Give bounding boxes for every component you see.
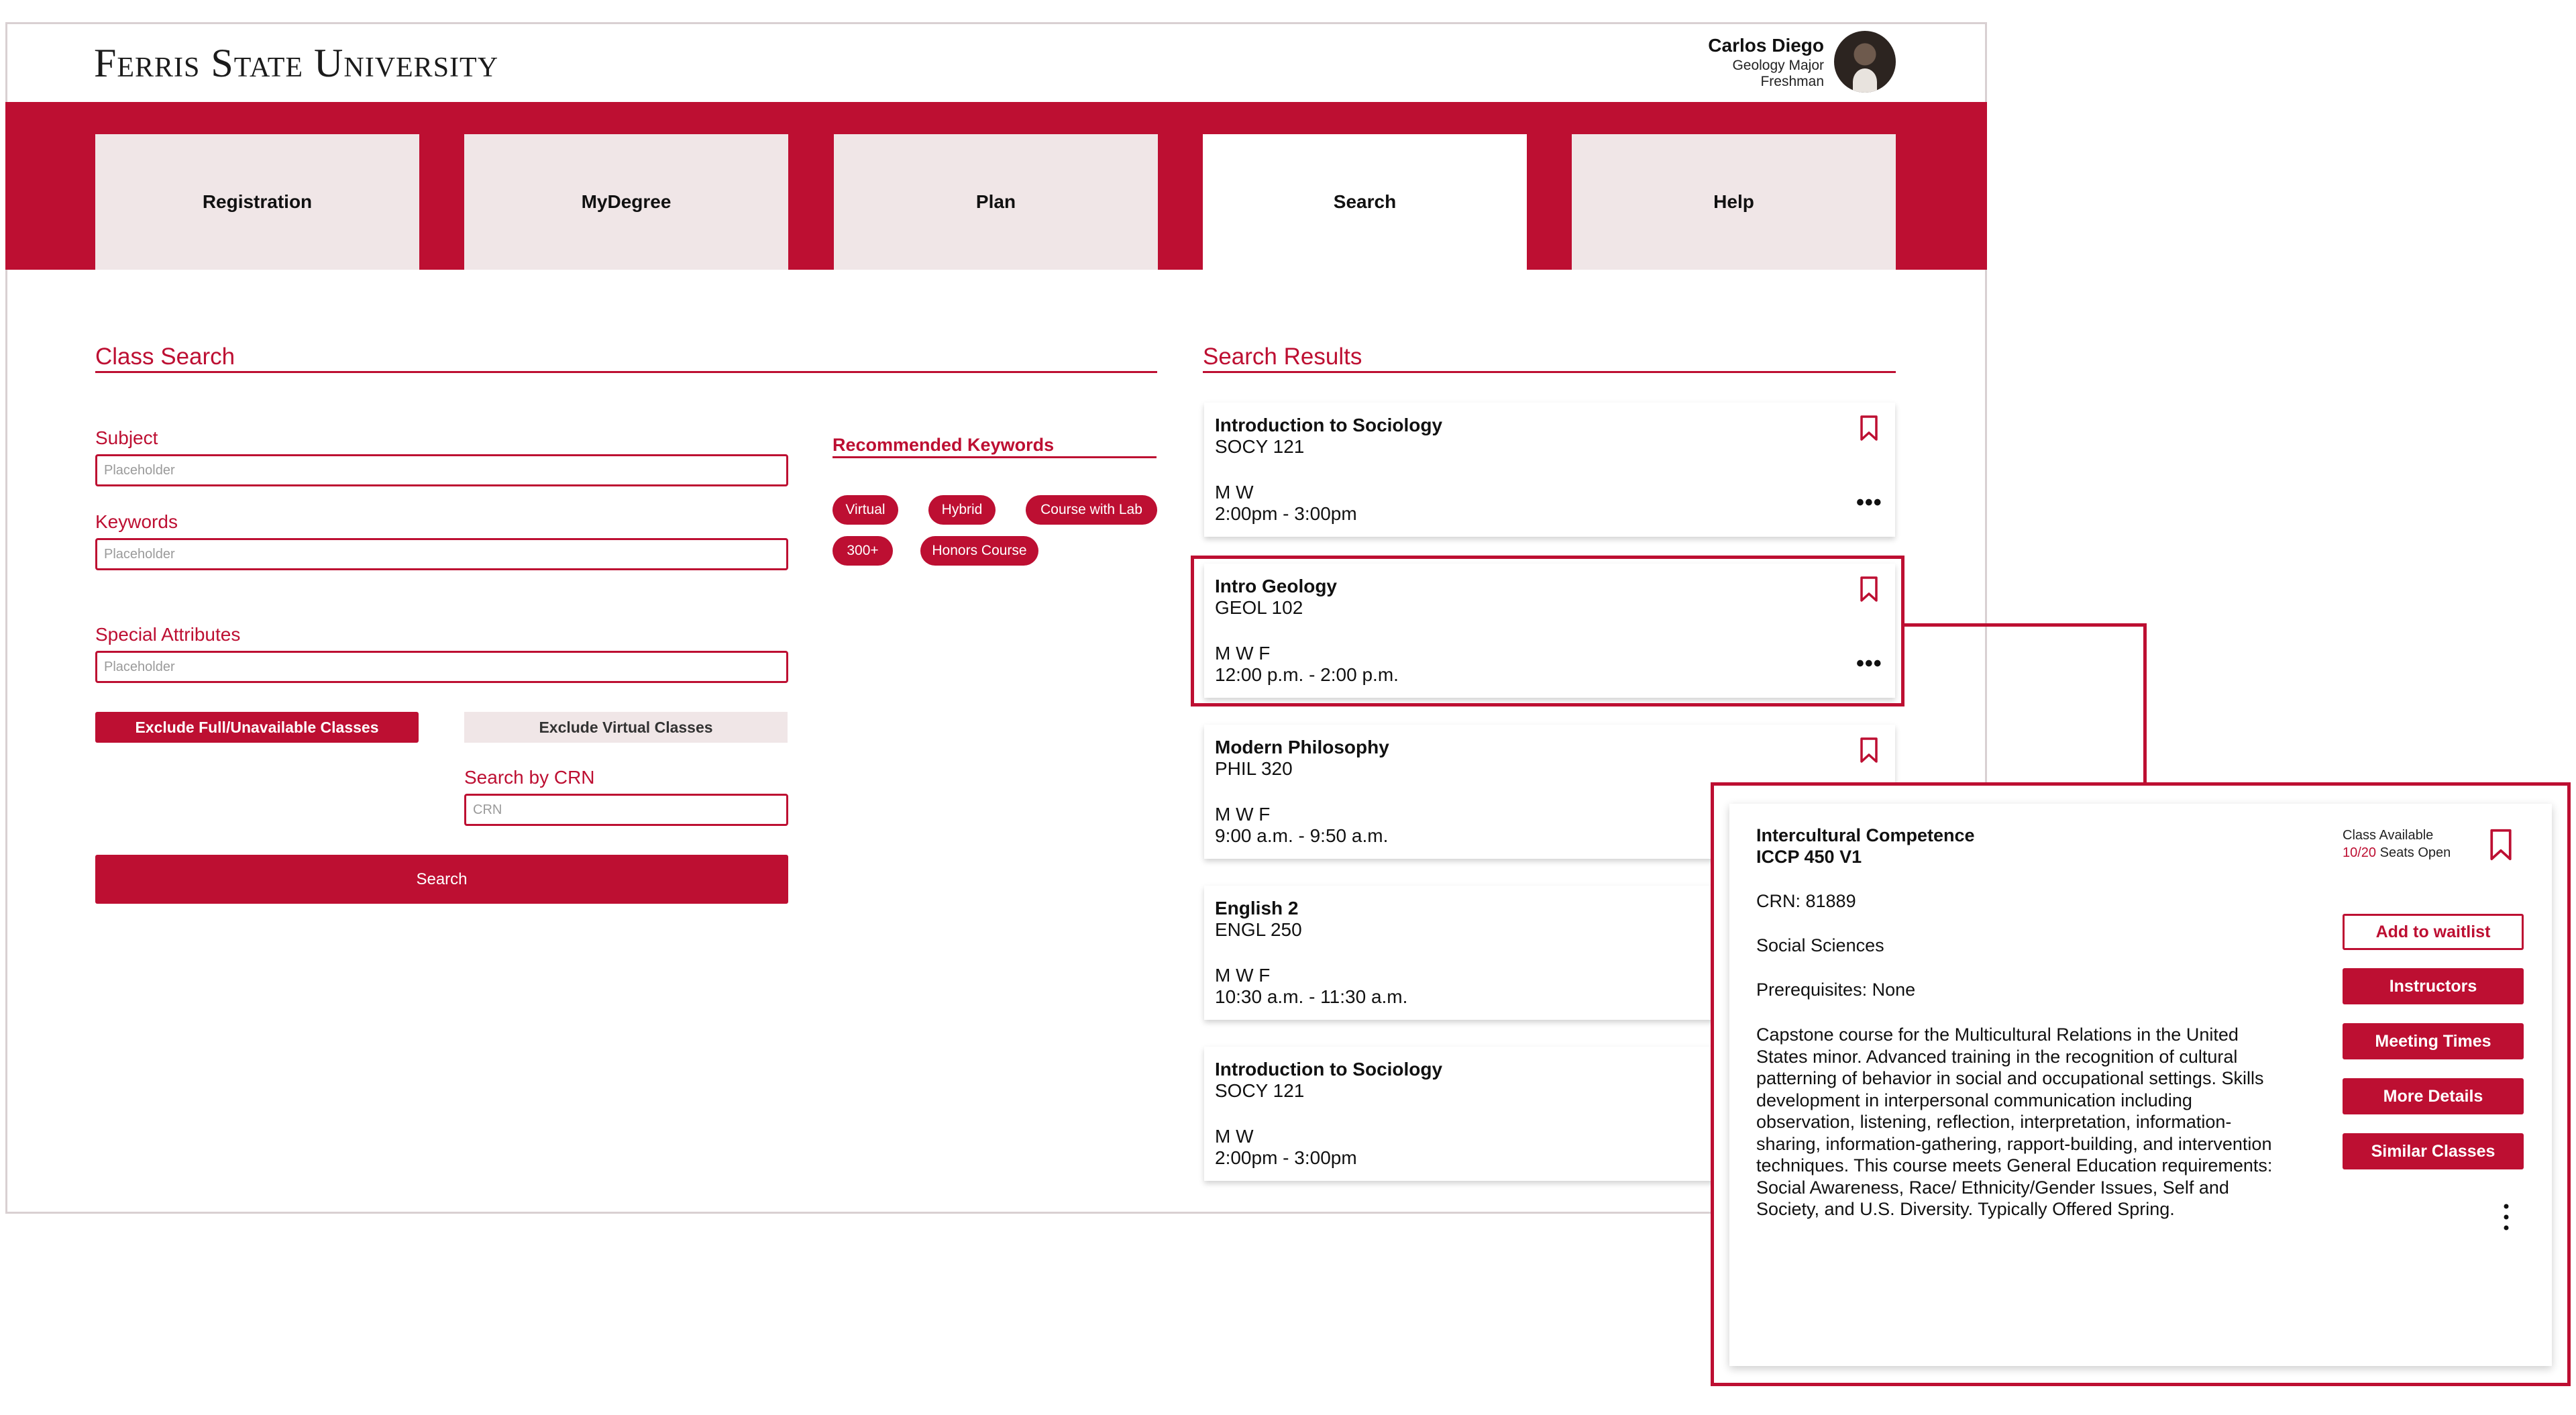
result-days: M W: [1215, 1126, 1254, 1147]
detail-prerequisites: Prerequisites: None: [1756, 980, 1916, 1000]
keyword-chip-virtual[interactable]: Virtual: [833, 495, 898, 525]
bookmark-icon[interactable]: [2487, 828, 2514, 861]
exclude-full-button[interactable]: Exclude Full/Unavailable Classes: [95, 712, 419, 743]
result-title: Introduction to Sociology: [1215, 1059, 1443, 1080]
result-code: GEOL 102: [1215, 597, 1303, 618]
result-time: 9:00 a.m. - 9:50 a.m.: [1215, 825, 1389, 846]
tab-mydegree[interactable]: MyDegree: [464, 134, 788, 270]
keyword-chip-honors-course[interactable]: Honors Course: [920, 536, 1038, 566]
more-options-icon[interactable]: •••: [1856, 651, 1882, 676]
class-search-divider: [95, 371, 1157, 373]
crn-input[interactable]: [464, 794, 788, 826]
search-button[interactable]: Search: [95, 855, 788, 904]
result-time: 12:00 p.m. - 2:00 p.m.: [1215, 664, 1399, 685]
detail-title: Intercultural Competence: [1756, 825, 1975, 845]
add-to-waitlist-button[interactable]: Add to waitlist: [2343, 914, 2524, 950]
class-detail-card: [1729, 804, 2552, 1366]
result-card[interactable]: [1204, 403, 1895, 537]
user-name: Carlos Diego: [1708, 35, 1824, 56]
availability-status: [2343, 827, 2451, 861]
selected-result-highlight: [1191, 556, 1904, 706]
detail-description: Capstone course for the Multicultural Relations in the United States minor. Advanced training in the recognition of cultural patterning of behavior in social and occupational settings. Skills development in interpersonal communication including observation, listening, reflection, interpretation, information-sharing, information-gathering, rapport-building, and intervention techniques. This course meets General Education requirements: Social Awareness, Race/ Ethnicity/Gender Issues, Self and Society, and U.S. Diversity. Typically Offered Spring.: [1756, 1025, 2273, 1219]
result-title: Introduction to Sociology: [1215, 415, 1443, 435]
detail-code: ICCP 450 V1: [1756, 847, 1862, 867]
instructors-button[interactable]: Instructors: [2343, 968, 2524, 1004]
result-days: M W F: [1215, 965, 1271, 986]
tab-plan[interactable]: Plan: [834, 134, 1158, 270]
result-code: SOCY 121: [1215, 436, 1305, 457]
result-title: Modern Philosophy: [1215, 737, 1389, 757]
search-results-title: Search Results: [1203, 344, 1362, 370]
special-attributes-input[interactable]: [95, 651, 788, 683]
subject-label: Subject: [95, 427, 158, 448]
seats-open: [2343, 844, 2451, 861]
result-code: PHIL 320: [1215, 758, 1293, 779]
seats-count: 10/20: [2343, 845, 2377, 860]
tab-search[interactable]: Search: [1203, 134, 1527, 270]
university-logo[interactable]: Ferris State University: [94, 41, 499, 85]
result-title: English 2: [1215, 898, 1299, 919]
result-time: 2:00pm - 3:00pm: [1215, 1147, 1357, 1168]
detail-crn: CRN: 81889: [1756, 891, 1856, 911]
user-major: Geology Major: [1732, 58, 1824, 73]
result-days: M W F: [1215, 804, 1271, 825]
exclude-virtual-button[interactable]: Exclude Virtual Classes: [464, 712, 788, 743]
result-title: Intro Geology: [1215, 576, 1337, 596]
special-attributes-label: Special Attributes: [95, 624, 241, 645]
tab-registration[interactable]: Registration: [95, 134, 419, 270]
recommended-keywords-divider: [833, 456, 1157, 458]
result-time: 10:30 a.m. - 11:30 a.m.: [1215, 986, 1408, 1007]
result-days: M W: [1215, 482, 1254, 503]
seats-label: Seats Open: [2379, 845, 2451, 860]
detail-category: Social Sciences: [1756, 935, 1884, 955]
keyword-chip-300-plus[interactable]: 300+: [833, 536, 893, 566]
tab-help[interactable]: Help: [1572, 134, 1896, 270]
result-days: M W F: [1215, 643, 1271, 664]
crn-label: Search by CRN: [464, 767, 595, 788]
connector-line: [1904, 623, 2147, 627]
more-details-button[interactable]: More Details: [2343, 1078, 2524, 1114]
result-time: 2:00pm - 3:00pm: [1215, 503, 1357, 524]
search-results-divider: [1203, 371, 1896, 373]
more-options-icon[interactable]: •••: [1856, 490, 1882, 515]
bookmark-icon[interactable]: [1859, 737, 1879, 764]
keyword-chip-course-with-lab[interactable]: Course with Lab: [1026, 495, 1157, 525]
keywords-input[interactable]: [95, 538, 788, 570]
keywords-label: Keywords: [95, 511, 178, 532]
user-year: Freshman: [1760, 74, 1824, 89]
keyword-chip-hybrid[interactable]: Hybrid: [928, 495, 996, 525]
similar-classes-button[interactable]: Similar Classes: [2343, 1133, 2524, 1169]
connector-line: [2143, 623, 2147, 784]
subject-input[interactable]: [95, 454, 788, 486]
vertical-more-icon[interactable]: [2501, 1202, 2512, 1232]
result-code: SOCY 121: [1215, 1080, 1305, 1101]
recommended-keywords-title: Recommended Keywords: [833, 435, 1055, 455]
bookmark-icon[interactable]: [1859, 415, 1879, 441]
class-search-title: Class Search: [95, 344, 235, 370]
result-code: ENGL 250: [1215, 919, 1302, 940]
avatar[interactable]: [1834, 31, 1896, 93]
meeting-times-button[interactable]: Meeting Times: [2343, 1023, 2524, 1059]
availability-label: Class Available: [2343, 828, 2434, 843]
